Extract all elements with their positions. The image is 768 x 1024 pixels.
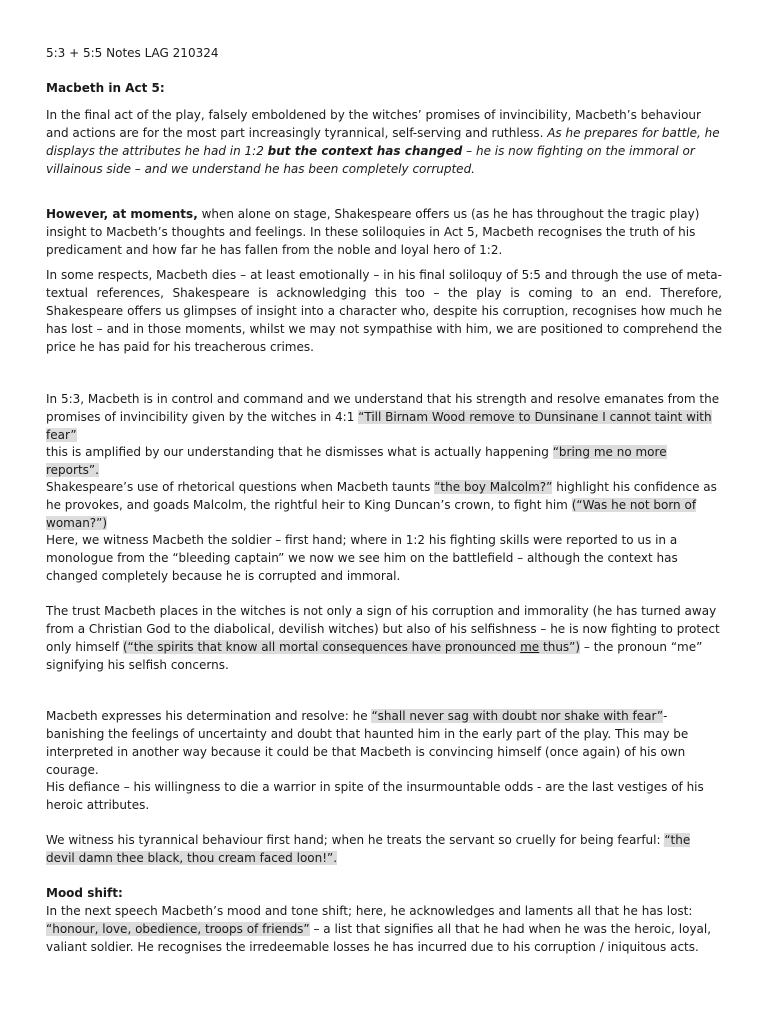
paragraph-mood-shift: In the next speech Macbeth’s mood and tone shift; here, he acknowledges and laments all that he has lost: “honour, love, obedience, troops of friends” – a list that signifies all that he had when he was the heroic, loyal, valiant soldier. He recognises the irredeemable losses he has incurred due to his corruption / iniquitous acts. xyxy=(46,904,712,954)
quote-never-sag: “shall never sag with doubt nor shake with fear” xyxy=(371,709,664,723)
quote-birnam-wood: “Till Birnam Wood remove to Dunsinane I cannot taint with fear” xyxy=(46,410,712,442)
paragraph-trust-witches: The trust Macbeth places in the witches is not only a sign of his corruption and immorality (he has turned away from a Christian God to the diabolical, devilish witches) but also of his selfishness – he is now fighting to protect only himself (“the spirits that know all mortal consequences have pronounced me thus”) – the pronoun “me” signifying his selfish concerns. xyxy=(46,604,720,672)
paragraph-tyrannical: We witness his tyrannical behaviour first hand; when he treats the servant so cruelly for being fearful: “the devil damn thee black, thou cream faced loon!”. xyxy=(46,833,691,865)
quote-devil-damn: “the devil damn thee black, thou cream faced loon!”. xyxy=(46,833,691,865)
paragraph-dismisses-reports: this is amplified by our understanding that he dismisses what is actually happening “bring me no more reports”. xyxy=(46,445,667,477)
section-heading-mood-shift: Mood shift: xyxy=(46,886,123,900)
quote-honour-love: “honour, love, obedience, troops of friends” xyxy=(46,922,310,936)
paragraph-soldier: Here, we witness Macbeth the soldier – first hand; where in 1:2 his fighting skills were reported to us in a monologue from the “bleeding captain” we now we see him on the battlefield – although the context has changed completely because he is corrupted and immoral. xyxy=(46,533,678,583)
quote-born-of-woman: (“Was he not born of woman?”) xyxy=(46,498,697,530)
paragraph-rhetorical-questions: Shakespeare’s use of rhetorical questions when Macbeth taunts “the boy Malcolm?” highlight his confidence as he provokes, and goads Malcolm, the rightful heir to King Duncan’s crown, to fight him (“Was he not born of woman?”) xyxy=(46,480,717,530)
quote-spirits: (“the spirits that know all mortal consequences have pronounced me thus”) xyxy=(122,640,581,654)
paragraph-emotional-death: In some respects, Macbeth dies – at least emotionally – in his final soliloquy of 5:5 and through the use of meta-textual references, Shakespeare is acknowledging this too – the play is coming to an end. Therefore, Shakespeare offers us glimpses of insight into a character who, despite his corruption, recognises how much he has lost – and in those moments, whilst we may not sympathise with him, we are positioned to comprehend the price he has paid for his treacherous crimes. xyxy=(46,268,722,354)
paragraph-defiance: His defiance – his willingness to die a warrior in spite of the insurmountable odds - are the last vestiges of his heroic attributes. xyxy=(46,780,704,812)
quote-no-more-reports: “bring me no more reports”. xyxy=(46,445,667,477)
quote-boy-malcolm: “the boy Malcolm?” xyxy=(434,480,553,494)
note-reference: 5:3 + 5:5 Notes LAG 210324 xyxy=(46,46,219,60)
paragraph-determination: Macbeth expresses his determination and resolve: he “shall never sag with doubt nor shake with fear”- banishing the feelings of uncertainty and doubt that haunted him in the early part of the play. This may be interpreted in another way because it could be that Macbeth is convincing himself (once again) of his own courage. xyxy=(46,709,689,777)
paragraph-control-command: In 5:3, Macbeth is in control and command and we understand that his strength and resolve emanates from the promises of invincibility given by the witches in 4:1 “Till Birnam Wood remove to Dunsinane I cannot taint with fear” xyxy=(46,392,720,442)
paragraph-intro: In the final act of the play, falsely emboldened by the witches’ promises of invincibility, Macbeth’s behaviour and actions are for the most part increasingly tyrannical, self-serving and ruthless. As he prepares for battle, he displays the attributes he had in 1:2 but the context has changed – he is now fighting on the immoral or villainous side – and we understand he has been completely corrupted. xyxy=(46,108,720,176)
paragraph-soliloquies: However, at moments, when alone on stage, Shakespeare offers us (as he has throughout the tragic play) insight to Macbeth’s thoughts and feelings. In these soliloquies in Act 5, Macbeth recognises the truth of his predicament and how far he has fallen from the noble and loyal hero of 1:2. xyxy=(46,207,700,257)
section-heading-act5: Macbeth in Act 5: xyxy=(46,81,165,95)
